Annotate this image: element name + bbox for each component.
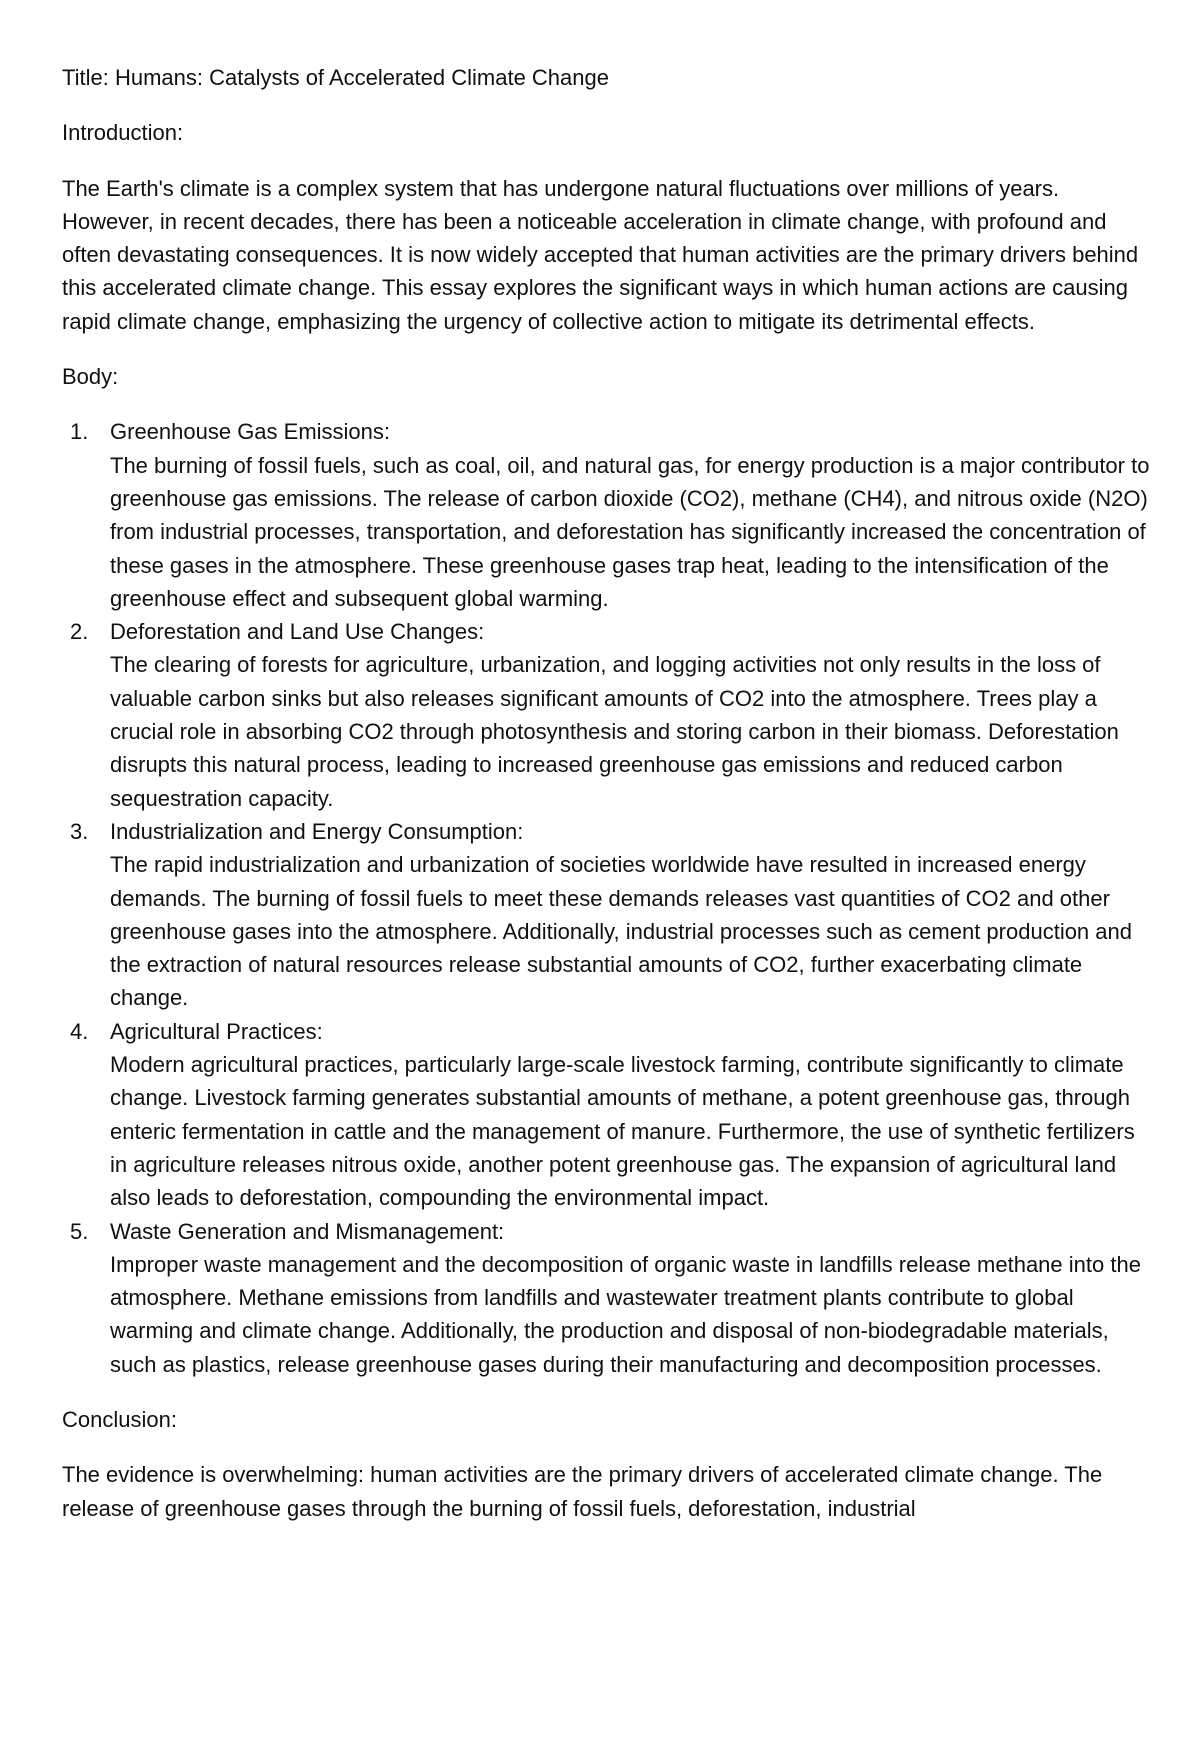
list-item-title: Agricultural Practices: [110, 1018, 323, 1044]
list-item [62, 815, 1152, 1015]
list-item-text: Improper waste management and the decomposition of organic waste in landfills release methane into the atmosphere. Methane emissions from landfills and wastewater treatment plants contribute to global warming and climate change. Additionally, the production and disposal of non-biodegradable materials, such as plastics, release greenhouse gases during their manufacturing and decomposition processes. [110, 1251, 1141, 1377]
list-item-number: 2. [70, 619, 89, 645]
list-item [62, 1015, 1152, 1215]
list-item-title: Deforestation and Land Use Changes: [110, 619, 485, 645]
document-title: Title: Humans: Catalysts of Accelerated Climate Change [62, 65, 609, 90]
list-item-number: 3. [70, 818, 89, 844]
introduction-paragraph: The Earth's climate is a complex system that has undergone natural fluctuations over millions of years. However, in recent decades, there has been a noticeable acceleration in climate change, with profound and often devastating consequences. It is now widely accepted that human activities are the primary drivers behind this accelerated climate change. This essay explores the significant ways in which human actions are causing rapid climate change, emphasizing the urgency of collective action to mitigate its detrimental effects. [62, 175, 1139, 334]
list-item-text: The clearing of forests for agriculture, urbanization, and logging activities not only results in the loss of valuable carbon sinks but also releases significant amounts of CO2 into the atmosphere. Trees play a crucial role in absorbing CO2 through photosynthesis and storing carbon in their biomass. Deforestation disrupts this natural process, leading to increased greenhouse gas emissions and reduced carbon sequestration capacity. [110, 652, 1119, 811]
list-item [62, 415, 1152, 615]
list-item [62, 1215, 1152, 1381]
list-item-number: 1. [70, 419, 89, 445]
list-item-text: Modern agricultural practices, particularly large-scale livestock farming, contribute significantly to climate change. Livestock farming generates substantial amounts of methane, a potent greenhouse gas, through enteric fermentation in cattle and the management of manure. Furthermore, the use of synthetic fertilizers in agriculture releases nitrous oxide, another potent greenhouse gas. The expansion of agricultural land also leads to deforestation, compounding the environmental impact. [110, 1052, 1135, 1211]
document-page [62, 61, 1152, 1547]
list-item-number: 4. [70, 1018, 89, 1044]
conclusion-paragraph: The evidence is overwhelming: human activities are the primary drivers of accelerated climate change. The release of greenhouse gases through the burning of fossil fuels, deforestation, industrial [62, 1462, 1103, 1521]
causes-list [62, 415, 1152, 1381]
list-item-number: 5. [70, 1218, 89, 1244]
list-item-text: The burning of fossil fuels, such as coal, oil, and natural gas, for energy production is a major contributor to greenhouse gas emissions. The release of carbon dioxide (CO2), methane (CH4), and nitrous oxide (N2O) from industrial processes, transportation, and deforestation has significantly increased the concentration of these gases in the atmosphere. These greenhouse gases trap heat, leading to the intensification of the greenhouse effect and subsequent global warming. [110, 452, 1150, 611]
body-heading: Body: [62, 364, 119, 390]
list-item [62, 615, 1152, 815]
list-item-title: Greenhouse Gas Emissions: [110, 419, 391, 445]
conclusion-heading: Conclusion: [62, 1406, 177, 1432]
list-item-title: Industrialization and Energy Consumption: [110, 818, 524, 844]
introduction-heading: Introduction: [62, 120, 184, 146]
list-item-title: Waste Generation and Mismanagement: [110, 1218, 505, 1244]
list-item-text: The rapid industrialization and urbanization of societies worldwide have resulted in increased energy demands. The burning of fossil fuels to meet these demands releases vast quantities of CO2 and other greenhouse gases into the atmosphere. Additionally, industrial processes such as cement production and the extraction of natural resources release substantial amounts of CO2, further exacerbating climate change. [110, 852, 1132, 1011]
